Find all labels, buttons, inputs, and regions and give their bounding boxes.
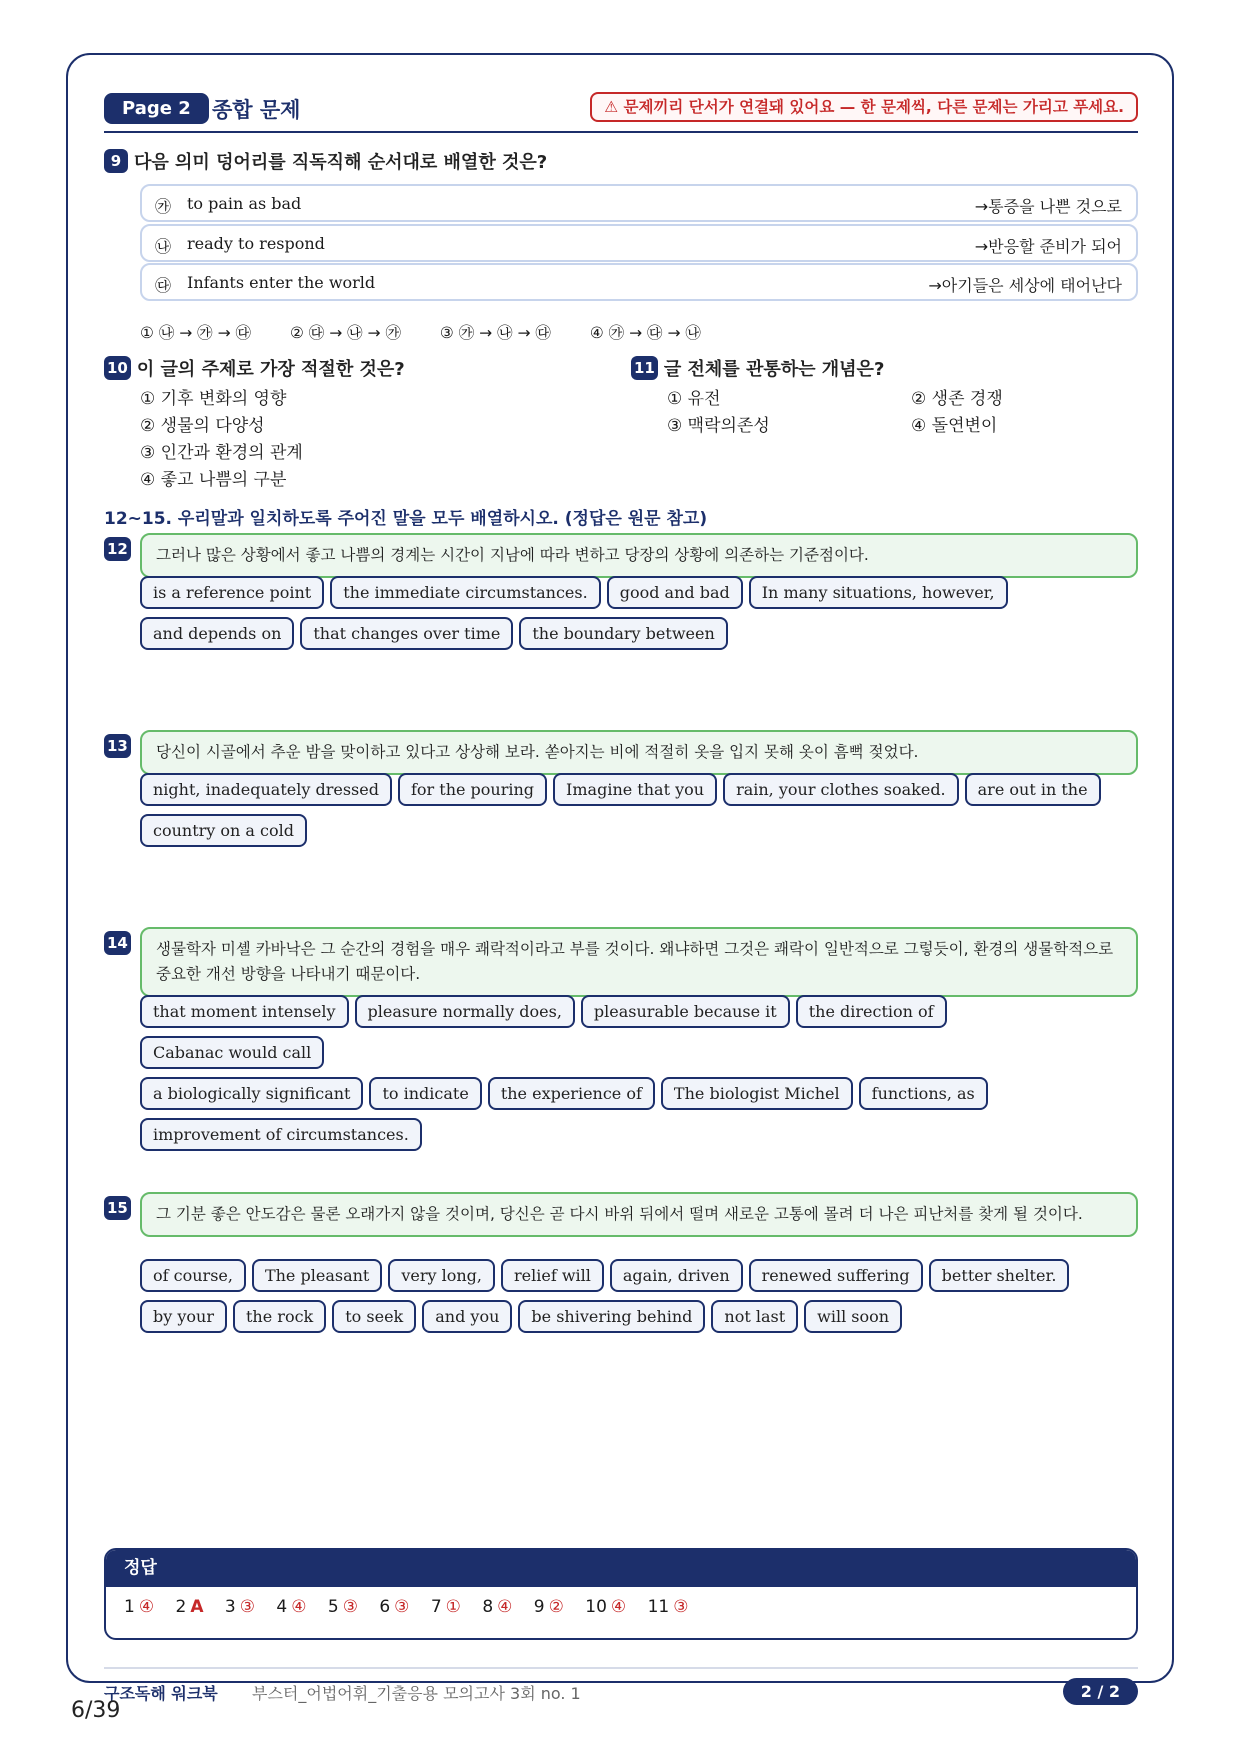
word-chip[interactable]: to seek <box>332 1300 416 1333</box>
question-number: 15 <box>104 1196 131 1220</box>
page-label-badge: Page 2 <box>104 93 209 124</box>
section-title: 12~15. 우리말과 일치하도록 주어진 말을 모두 배열하시오. (정답은 원문 참고) <box>104 509 708 529</box>
word-chip[interactable]: rain, your clothes soaked. <box>723 773 959 806</box>
word-chip[interactable]: the rock <box>233 1300 326 1333</box>
word-chips <box>140 1259 1138 1341</box>
footer-brand: 구조독해 워크북 <box>104 1684 218 1703</box>
chunk-marker: ㉮ <box>155 197 172 216</box>
answer-key-list <box>106 1587 1136 1627</box>
option[interactable]: ③ ㉮ → ㉯ → ㉰ <box>439 324 551 342</box>
word-chip[interactable]: and you <box>422 1300 512 1333</box>
page-footer <box>104 1667 1138 1713</box>
question-number: 13 <box>104 734 131 758</box>
option[interactable]: ④ ㉮ → ㉰ → ㉯ <box>589 324 701 342</box>
question-text: 다음 의미 덩어리를 직독직해 순서대로 배열한 것은? <box>134 152 548 173</box>
word-chip[interactable]: functions, as <box>859 1077 988 1110</box>
word-chips <box>140 995 1138 1159</box>
option[interactable]: ③ 인간과 환경의 관계 <box>140 443 303 463</box>
word-chip[interactable]: improvement of circumstances. <box>140 1118 422 1151</box>
korean-prompt: 그러나 많은 상황에서 좋고 나쁨의 경계는 시간이 지남에 따라 변하고 당장의 상황에 의존하는 기준점이다. <box>140 533 1138 578</box>
footer-subtitle: 부스터_어법어휘_기출응용 모의고사 3회 no. 1 <box>252 1684 581 1703</box>
footer-page-badge: 2 / 2 <box>1063 1678 1138 1705</box>
question-number: 12 <box>104 537 131 561</box>
page-title: 종합 문제 <box>212 98 301 122</box>
word-chip[interactable]: Imagine that you <box>553 773 717 806</box>
worksheet-content <box>104 91 1138 1703</box>
answer-item: 11 ③ <box>647 1597 689 1617</box>
answer-item: 4 ④ <box>276 1597 307 1617</box>
question-11-options <box>667 386 1067 440</box>
word-chip[interactable]: the experience of <box>488 1077 655 1110</box>
question-14-number <box>104 931 131 955</box>
word-chip[interactable]: not last <box>711 1300 798 1333</box>
document-page-counter: 6/39 <box>71 1698 121 1723</box>
option[interactable]: ① ㉯ → ㉮ → ㉰ <box>140 324 252 342</box>
word-chip[interactable]: that moment intensely <box>140 995 349 1028</box>
worksheet-page <box>66 53 1174 1703</box>
korean-prompt: 당신이 시골에서 추운 밤을 맞이하고 있다고 상상해 보라. 쏟아지는 비에 적절히 옷을 입지 못해 옷이 흠뻑 젖었다. <box>140 730 1138 775</box>
word-chip[interactable]: the direction of <box>796 995 947 1028</box>
question-15-number <box>104 1196 131 1220</box>
chunk-row <box>140 224 1138 262</box>
warning-banner: ⚠ 문제끼리 단서가 연결돼 있어요 — 한 문제씩, 다른 문제는 가리고 푸세요. <box>590 92 1138 122</box>
chunk-row <box>140 184 1138 222</box>
option[interactable]: ② ㉰ → ㉯ → ㉮ <box>289 324 401 342</box>
word-chip[interactable]: good and bad <box>607 576 743 609</box>
korean-prompt: 그 기분 좋은 안도감은 물론 오래가지 않을 것이며, 당신은 곧 다시 바위 뒤에서 떨며 새로운 고통에 몰려 더 나은 피난처를 찾게 될 것이다. <box>140 1192 1138 1237</box>
word-chip[interactable]: The biologist Michel <box>661 1077 853 1110</box>
word-chip[interactable]: for the pouring <box>398 773 547 806</box>
word-chip[interactable]: Cabanac would call <box>140 1036 324 1069</box>
chunk-korean: →반응할 준비가 되어 <box>974 237 1122 256</box>
question-9-options <box>140 321 735 343</box>
word-chip[interactable]: The pleasant <box>252 1259 382 1292</box>
answer-item: 1 ④ <box>124 1597 155 1617</box>
question-number: 14 <box>104 931 131 955</box>
page-header <box>104 91 1138 133</box>
answer-item: 5 ③ <box>327 1597 358 1617</box>
question-13-number <box>104 734 131 758</box>
option[interactable]: ④ 좋고 나쁨의 구분 <box>140 470 287 490</box>
question-text: 글 전체를 관통하는 개념은? <box>663 359 885 380</box>
question-number: 9 <box>104 149 128 173</box>
word-chip[interactable]: the boundary between <box>519 617 727 650</box>
word-chip[interactable]: to indicate <box>369 1077 481 1110</box>
chunk-english: to pain as bad <box>187 194 302 213</box>
answer-item: 8 ④ <box>482 1597 513 1617</box>
korean-prompt: 생물학자 미셸 카바낙은 그 순간의 경험을 매우 쾌락적이라고 부를 것이다. 왜냐하면 그것은 쾌락이 일반적으로 그렇듯이, 환경의 생물학적으로 중요한 개선 방향을 나타내기 때문이다. <box>140 927 1138 997</box>
word-chips <box>140 576 1138 658</box>
chunk-english: ready to respond <box>187 234 325 253</box>
word-chip[interactable]: night, inadequately dressed <box>140 773 392 806</box>
word-chip[interactable]: a biologically significant <box>140 1077 363 1110</box>
option[interactable]: ① 유전 <box>667 389 721 409</box>
option[interactable]: ② 생존 경쟁 <box>911 389 1003 409</box>
answer-item: 6 ③ <box>379 1597 410 1617</box>
word-chip[interactable]: that changes over time <box>300 617 513 650</box>
question-number: 11 <box>631 356 658 380</box>
word-chip[interactable]: again, driven <box>610 1259 743 1292</box>
option[interactable]: ④ 돌연변이 <box>911 416 998 436</box>
chunk-marker: ㉰ <box>155 276 172 295</box>
option[interactable]: ① 기후 변화의 영향 <box>140 389 287 409</box>
question-12-number <box>104 537 131 561</box>
word-chip[interactable]: pleasurable because it <box>581 995 790 1028</box>
question-number: 10 <box>104 356 131 380</box>
word-chip[interactable]: the immediate circumstances. <box>330 576 600 609</box>
word-chip[interactable]: of course, <box>140 1259 246 1292</box>
word-chip[interactable]: relief will <box>501 1259 604 1292</box>
question-10-options <box>140 386 303 494</box>
question-11-header <box>631 355 884 381</box>
chunk-korean: →통증을 나쁜 것으로 <box>974 197 1122 216</box>
answer-key-title: 정답 <box>106 1550 1136 1587</box>
word-chip[interactable]: be shivering behind <box>518 1300 705 1333</box>
answer-item: 9 ② <box>533 1597 564 1617</box>
answer-key-box <box>104 1548 1138 1640</box>
word-chip[interactable]: pleasure normally does, <box>355 995 575 1028</box>
option[interactable]: ③ 맥락의존성 <box>667 416 770 436</box>
answer-item: 7 ① <box>430 1597 461 1617</box>
answer-item: 3 ③ <box>224 1597 255 1617</box>
option[interactable]: ② 생물의 다양성 <box>140 416 265 436</box>
chunk-marker: ㉯ <box>155 237 172 256</box>
word-chip[interactable]: and depends on <box>140 617 294 650</box>
answer-item: 2 A <box>175 1597 204 1617</box>
chunk-korean: →아기들은 세상에 태어난다 <box>928 276 1122 295</box>
word-chips <box>140 773 1138 855</box>
word-chip[interactable]: In many situations, however, <box>749 576 1008 609</box>
question-9-header <box>104 148 547 174</box>
word-chip[interactable]: renewed suffering <box>749 1259 923 1292</box>
word-chip[interactable]: are out in the <box>965 773 1101 806</box>
word-chip[interactable]: is a reference point <box>140 576 324 609</box>
question-text: 이 글의 주제로 가장 적절한 것은? <box>136 359 405 380</box>
answer-item: 10 ④ <box>585 1597 627 1617</box>
word-chip[interactable]: country on a cold <box>140 814 307 847</box>
word-chip[interactable]: very long, <box>388 1259 495 1292</box>
chunk-english: Infants enter the world <box>187 273 376 292</box>
word-chip[interactable]: by your <box>140 1300 227 1333</box>
word-chip[interactable]: will soon <box>804 1300 902 1333</box>
word-chip[interactable]: better shelter. <box>929 1259 1070 1292</box>
chunk-row <box>140 263 1138 301</box>
question-10-header <box>104 355 405 381</box>
